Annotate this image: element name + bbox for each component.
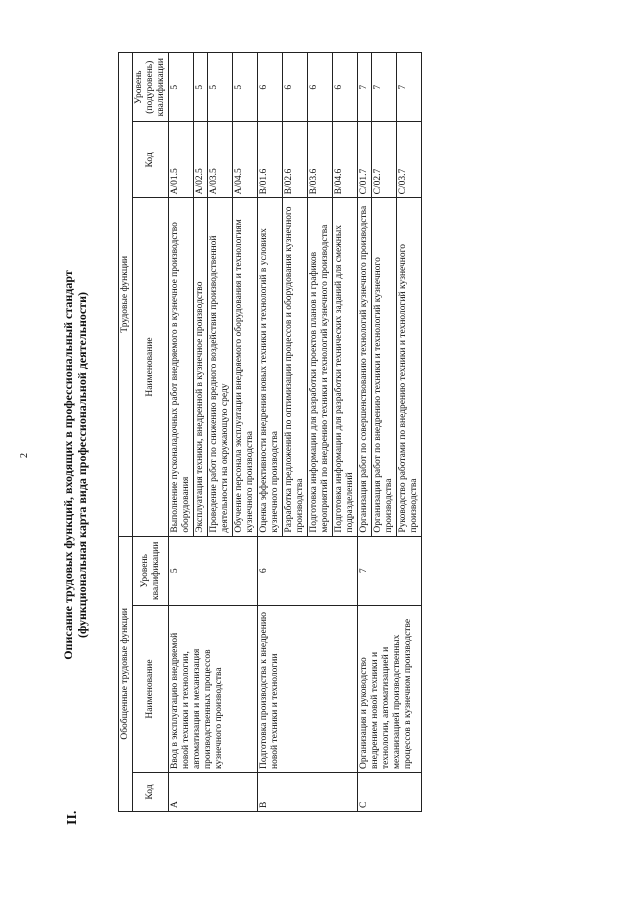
function-level: 7	[358, 53, 372, 122]
function-level: 6	[258, 53, 283, 122]
function-code: A/03.5	[208, 122, 233, 198]
table-row	[358, 53, 372, 812]
header-row-2	[133, 53, 169, 812]
functional-map-table	[118, 52, 422, 812]
function-name: Выполнение пусконаладочных работ внедряемого в кузнечное производство оборудования	[169, 198, 194, 536]
function-code: B/04.6	[333, 122, 358, 198]
group-name: Организация и руководство внедрением новой техники и технологии, автоматизацией и механизацией производственных процессов в кузнечном производстве	[358, 606, 422, 773]
function-name: Оценка эффективности внедрения новых техники и технологий в условиях кузнечного производства	[258, 198, 283, 536]
section-title-line-2: (функциональная карта вида профессиональной деятельности)	[75, 292, 89, 639]
function-code: C/03.7	[397, 122, 422, 198]
function-code: C/02.7	[372, 122, 397, 198]
function-name: Разработка предложений по оптимизации процессов и оборудования кузнечного производства	[283, 198, 308, 536]
function-level: 5	[194, 53, 208, 122]
function-name: Подготовка информации для разработки технических заданий для смежных подразделений	[333, 198, 358, 536]
group-level: 7	[358, 536, 422, 605]
group-code: C	[358, 772, 422, 811]
function-code: B/02.6	[283, 122, 308, 198]
function-level: 5	[233, 53, 258, 122]
function-name: Подготовка информации для разработки проектов планов и графиков мероприятий по внедрению техники и технологий кузнечного производства	[308, 198, 333, 536]
function-code: A/04.5	[233, 122, 258, 198]
function-level: 5	[208, 53, 233, 122]
section-number: II.	[65, 810, 80, 825]
function-code: A/02.5	[194, 122, 208, 198]
function-name: Проведение работ по снижению вредного воздействия производственной деятельности на окружающую среду	[208, 198, 233, 536]
group-name: Подготовка производства к внедрению новой техники и технологии	[258, 606, 358, 773]
section-title-line-1: Описание трудовых функций, входящих в профессиональный стандарт	[61, 270, 75, 660]
group-level: 6	[258, 536, 358, 605]
header-function-code: Код	[133, 122, 169, 198]
function-level: 6	[333, 53, 358, 122]
function-level: 6	[308, 53, 333, 122]
function-level: 7	[397, 53, 422, 122]
function-code: A/01.5	[169, 122, 194, 198]
function-level: 5	[169, 53, 194, 122]
table-row	[258, 53, 283, 812]
page-number: 2	[19, 453, 30, 458]
header-row-1	[119, 53, 133, 812]
group-level: 5	[169, 536, 258, 605]
header-generalized: Обобщенные трудовые функции	[119, 536, 133, 811]
function-level: 7	[372, 53, 397, 122]
header-code: Код	[133, 772, 169, 811]
function-code: B/01.6	[258, 122, 283, 198]
function-name: Организация работ по внедрению техники и технологий кузнечного производства	[372, 198, 397, 536]
table-row	[169, 53, 194, 812]
group-code: A	[169, 772, 258, 811]
group-code: B	[258, 772, 358, 811]
header-level: Уровень квалификации	[133, 536, 169, 605]
function-name: Руководство работами по внедрению техники и технологий кузнечного производства	[397, 198, 422, 536]
header-functions: Трудовые функции	[119, 53, 133, 537]
header-function-name: Наименование	[133, 198, 169, 536]
function-name: Эксплуатация техники, внедренной в кузнечное производство	[194, 198, 208, 536]
function-code: C/01.7	[358, 122, 372, 198]
group-name: Ввод в эксплуатацию внедряемой новой техники и технологии, автоматизация и механизация производственных процессов кузнечного производства	[169, 606, 258, 773]
function-name: Обучение персонала эксплуатации внедряемого оборудования и технологиям кузнечного производства	[233, 198, 258, 536]
function-code: B/03.6	[308, 122, 333, 198]
header-name: Наименование	[133, 606, 169, 773]
header-sublevel: Уровень (подуровень) квалификации	[133, 53, 169, 122]
function-name: Организация работ по совершенствованию технологий кузнечного производства	[358, 198, 372, 536]
function-level: 6	[283, 53, 308, 122]
